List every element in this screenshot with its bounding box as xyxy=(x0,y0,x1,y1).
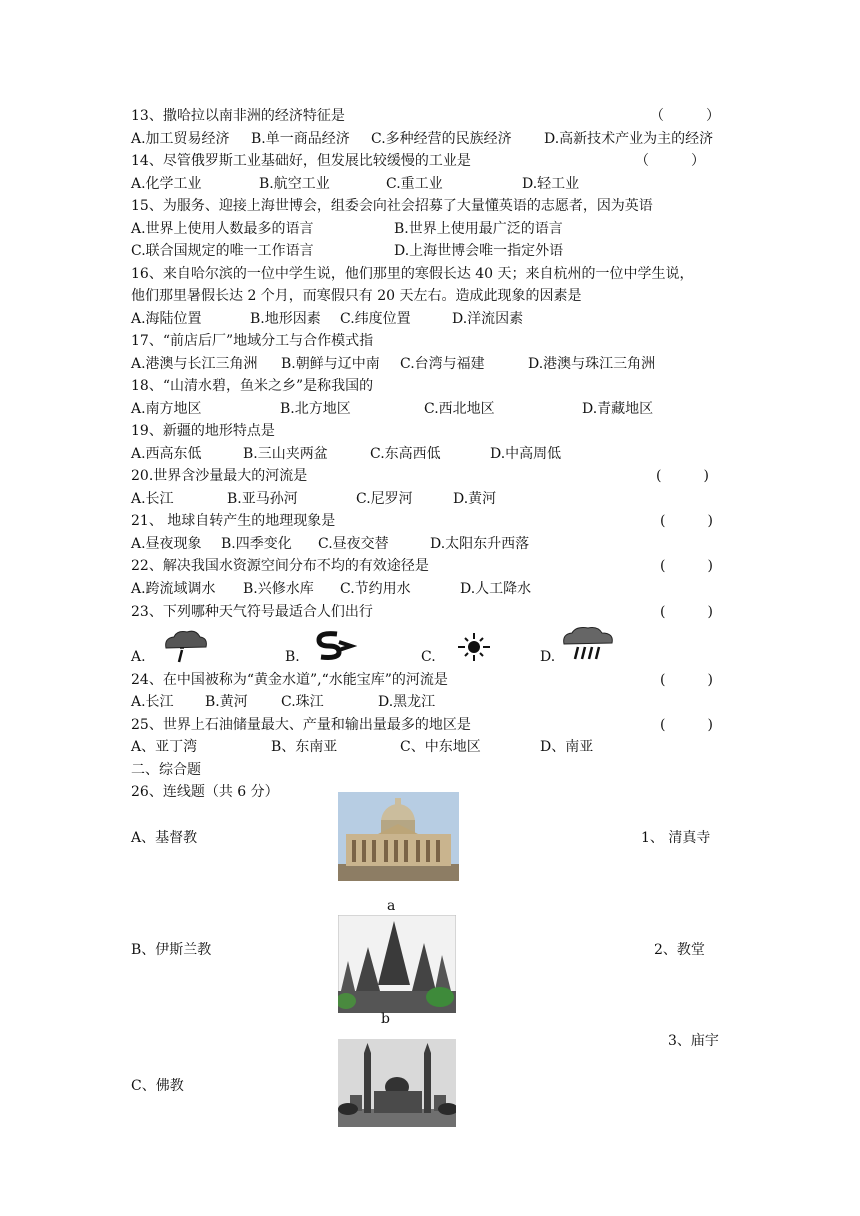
option: B.朝鲜与辽中南 xyxy=(281,356,380,372)
option: B.四季变化 xyxy=(221,536,292,552)
answer-paren: （ ） xyxy=(650,108,720,124)
rain-shower-icon xyxy=(160,628,210,666)
option: A.世界上使用人数最多的语言 xyxy=(131,221,314,237)
option: C.重工业 xyxy=(386,176,443,192)
religion-christianity: A、基督教 xyxy=(131,830,198,846)
answer-paren: ( ) xyxy=(660,558,713,574)
answer-paren: ( ) xyxy=(660,604,713,620)
question-26-stem: 26、连线题（共 6 分） xyxy=(131,784,279,800)
option: D、南亚 xyxy=(540,739,594,755)
question-15-stem: 15、为服务、迎接上海世博会，组委会向社会招募了大量懂英语的志愿者，因为英语 xyxy=(131,198,653,214)
option: D.青藏地区 xyxy=(582,401,654,417)
sandstorm-icon xyxy=(313,630,357,662)
option: B.地形因素 xyxy=(250,311,321,327)
option: A、亚丁湾 xyxy=(131,739,198,755)
option: D.轻工业 xyxy=(522,176,580,192)
option: A.海陆位置 xyxy=(131,311,202,327)
option: C.尼罗河 xyxy=(356,491,413,507)
religion-buddhism: C、佛教 xyxy=(131,1078,184,1094)
option: A. xyxy=(131,649,146,665)
building-mosque: 1、 清真寺 xyxy=(641,830,711,846)
answer-paren: ( ) xyxy=(660,513,713,529)
option: A.西高东低 xyxy=(131,446,202,462)
option: D.人工降水 xyxy=(460,581,532,597)
answer-paren: ( ) xyxy=(656,468,709,484)
building-temple: 3、庙宇 xyxy=(668,1033,719,1049)
option: C.东高西低 xyxy=(370,446,441,462)
option: D.太阳东升西落 xyxy=(430,536,530,552)
question-18-stem: 18、“山清水碧，鱼米之乡”是称我国的 xyxy=(131,378,374,394)
heavy-rain-icon xyxy=(560,626,616,662)
question-24-stem: 24、在中国被称为“黄金水道”,“水能宝库”的河流是 xyxy=(131,672,448,688)
option: C.台湾与福建 xyxy=(400,356,485,372)
option: A.昼夜现象 xyxy=(131,536,202,552)
option: B、东南亚 xyxy=(271,739,338,755)
question-14-stem: 14、尽管俄罗斯工业基础好，但发展比较缓慢的工业是 xyxy=(131,153,471,169)
option: B.世界上使用最广泛的语言 xyxy=(394,221,563,237)
option: A.加工贸易经济 xyxy=(131,131,230,147)
answer-paren: ( ) xyxy=(660,717,713,733)
option: D.港澳与珠江三角洲 xyxy=(528,356,656,372)
option: B.兴修水库 xyxy=(243,581,314,597)
option: D.黑龙江 xyxy=(378,694,436,710)
cathedral-photo xyxy=(338,792,459,881)
option: D.高新技术产业为主的经济 xyxy=(544,131,714,147)
question-25-stem: 25、世界上石油储量最大、产量和输出量最多的地区是 xyxy=(131,717,471,733)
option: C. xyxy=(421,649,436,665)
option: D.洋流因素 xyxy=(452,311,524,327)
option: C.昼夜交替 xyxy=(318,536,389,552)
photo-label-a: a xyxy=(387,898,396,914)
building-church: 2、教堂 xyxy=(654,942,705,958)
option: C、中东地区 xyxy=(400,739,481,755)
option: D.黄河 xyxy=(453,491,497,507)
option: A.跨流域调水 xyxy=(131,581,216,597)
option: A.长江 xyxy=(131,491,174,507)
answer-paren: ( ) xyxy=(660,672,713,688)
option: C.西北地区 xyxy=(424,401,495,417)
question-17-stem: 17、“前店后厂”地域分工与合作模式指 xyxy=(131,333,374,349)
religion-islam: B、伊斯兰教 xyxy=(131,942,212,958)
option: B. xyxy=(285,649,300,665)
section-title: 二、综合题 xyxy=(131,762,201,778)
option: B.三山夹两盆 xyxy=(243,446,328,462)
option: C.节约用水 xyxy=(340,581,411,597)
option: C.多种经营的民族经济 xyxy=(371,131,512,147)
question-21-stem: 21、 地球自转产生的地理现象是 xyxy=(131,513,336,529)
question-19-stem: 19、新疆的地形特点是 xyxy=(131,423,275,439)
option: B.亚马孙河 xyxy=(227,491,298,507)
question-23-stem: 23、下列哪种天气符号最适合人们出行 xyxy=(131,604,373,620)
temple-photo xyxy=(338,915,456,1013)
option: B.黄河 xyxy=(205,694,248,710)
sunny-icon xyxy=(452,630,496,664)
mosque-photo xyxy=(338,1039,456,1127)
question-22-stem: 22、解决我国水资源空间分布不均的有效途径是 xyxy=(131,558,429,574)
option: D.上海世博会唯一指定外语 xyxy=(394,243,564,259)
option: A.长江 xyxy=(131,694,174,710)
option: B.航空工业 xyxy=(259,176,330,192)
option: B.北方地区 xyxy=(280,401,351,417)
answer-paren: （ ） xyxy=(635,153,705,169)
photo-label-b: b xyxy=(381,1011,390,1027)
question-20-stem: 20.世界含沙量最大的河流是 xyxy=(131,468,308,484)
option: D.中高周低 xyxy=(490,446,562,462)
option: A.南方地区 xyxy=(131,401,202,417)
option: B.单一商品经济 xyxy=(251,131,350,147)
question-16-stem-line2: 他们那里暑假长达 2 个月，而寒假只有 20 天左右。造成此现象的因素是 xyxy=(131,288,582,304)
option: D. xyxy=(540,649,556,665)
question-13-stem: 13、撒哈拉以南非洲的经济特征是 xyxy=(131,108,345,124)
option: C.联合国规定的唯一工作语言 xyxy=(131,243,314,259)
option: C.纬度位置 xyxy=(340,311,411,327)
option: C.珠江 xyxy=(281,694,324,710)
option: A.化学工业 xyxy=(131,176,202,192)
question-16-stem: 16、来自哈尔滨的一位中学生说，他们那里的寒假长达 40 天；来自杭州的一位中学生说， xyxy=(131,266,694,282)
option: A.港澳与长江三角洲 xyxy=(131,356,258,372)
